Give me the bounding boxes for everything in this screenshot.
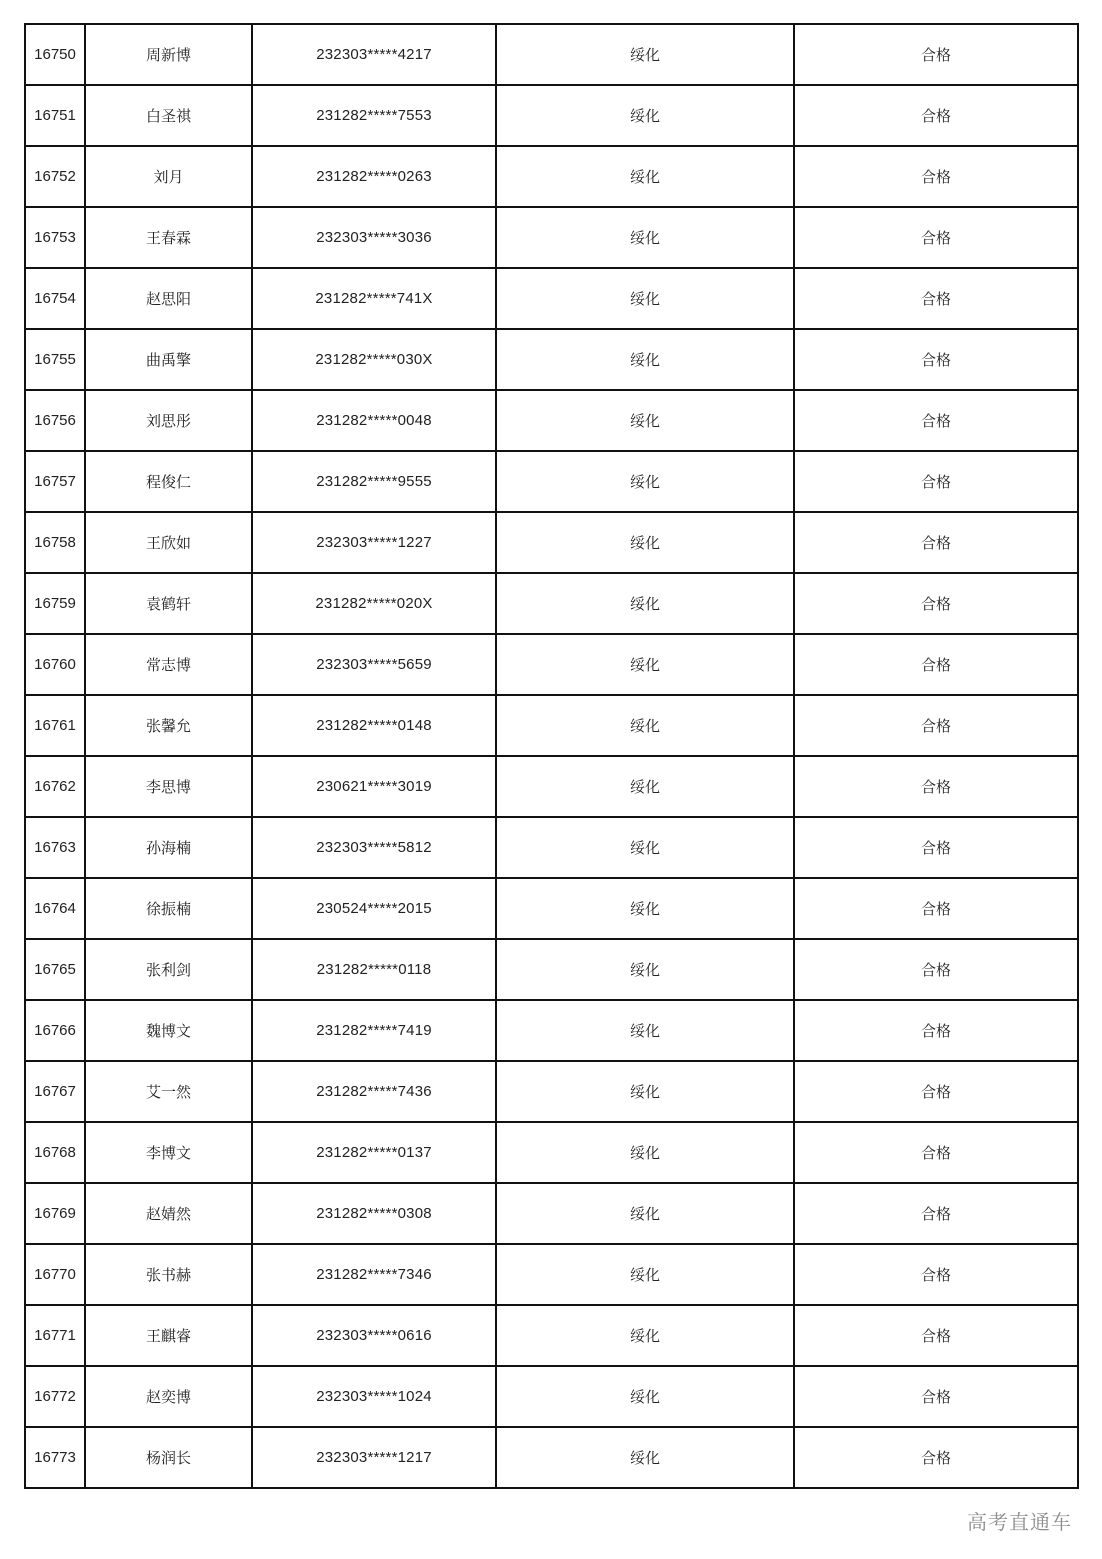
cell-serial-number: 16757	[25, 451, 85, 512]
cell-serial-number: 16770	[25, 1244, 85, 1305]
table-row	[25, 756, 1078, 817]
cell-id-number: 232303*****5812	[252, 817, 496, 878]
cell-name: 刘思彤	[85, 390, 252, 451]
cell-id-number: 231282*****9555	[252, 451, 496, 512]
cell-location: 绥化	[496, 146, 794, 207]
cell-location: 绥化	[496, 512, 794, 573]
cell-result: 合格	[794, 878, 1078, 939]
cell-serial-number: 16758	[25, 512, 85, 573]
table-row	[25, 512, 1078, 573]
cell-result: 合格	[794, 146, 1078, 207]
cell-serial-number: 16767	[25, 1061, 85, 1122]
cell-serial-number: 16761	[25, 695, 85, 756]
cell-serial-number: 16769	[25, 1183, 85, 1244]
cell-name: 杨润长	[85, 1427, 252, 1488]
cell-location: 绥化	[496, 1000, 794, 1061]
cell-name: 程俊仁	[85, 451, 252, 512]
cell-name: 魏博文	[85, 1000, 252, 1061]
cell-id-number: 231282*****7346	[252, 1244, 496, 1305]
cell-name: 艾一然	[85, 1061, 252, 1122]
cell-serial-number: 16750	[25, 24, 85, 85]
cell-location: 绥化	[496, 85, 794, 146]
cell-result: 合格	[794, 573, 1078, 634]
cell-id-number: 231282*****7419	[252, 1000, 496, 1061]
cell-result: 合格	[794, 1305, 1078, 1366]
table-row	[25, 817, 1078, 878]
cell-result: 合格	[794, 939, 1078, 1000]
cell-result: 合格	[794, 1183, 1078, 1244]
table-row	[25, 268, 1078, 329]
cell-serial-number: 16766	[25, 1000, 85, 1061]
cell-name: 曲禹擎	[85, 329, 252, 390]
cell-id-number: 232303*****0616	[252, 1305, 496, 1366]
cell-serial-number: 16752	[25, 146, 85, 207]
cell-name: 张利剑	[85, 939, 252, 1000]
cell-location: 绥化	[496, 451, 794, 512]
table-row	[25, 85, 1078, 146]
cell-name: 赵奕博	[85, 1366, 252, 1427]
cell-location: 绥化	[496, 1183, 794, 1244]
cell-id-number: 231282*****7436	[252, 1061, 496, 1122]
table-row	[25, 24, 1078, 85]
cell-serial-number: 16755	[25, 329, 85, 390]
cell-result: 合格	[794, 1061, 1078, 1122]
cell-result: 合格	[794, 329, 1078, 390]
cell-location: 绥化	[496, 756, 794, 817]
table-row	[25, 329, 1078, 390]
cell-result: 合格	[794, 85, 1078, 146]
cell-location: 绥化	[496, 390, 794, 451]
cell-serial-number: 16754	[25, 268, 85, 329]
cell-id-number: 231282*****741X	[252, 268, 496, 329]
cell-result: 合格	[794, 451, 1078, 512]
cell-id-number: 232303*****1217	[252, 1427, 496, 1488]
cell-name: 孙海楠	[85, 817, 252, 878]
cell-id-number: 231282*****0263	[252, 146, 496, 207]
cell-result: 合格	[794, 695, 1078, 756]
cell-name: 周新博	[85, 24, 252, 85]
cell-id-number: 231282*****0048	[252, 390, 496, 451]
cell-serial-number: 16751	[25, 85, 85, 146]
cell-result: 合格	[794, 512, 1078, 573]
cell-name: 刘月	[85, 146, 252, 207]
cell-id-number: 231282*****030X	[252, 329, 496, 390]
cell-name: 王春霖	[85, 207, 252, 268]
cell-serial-number: 16772	[25, 1366, 85, 1427]
cell-name: 常志博	[85, 634, 252, 695]
cell-id-number: 230524*****2015	[252, 878, 496, 939]
table-row	[25, 1122, 1078, 1183]
table-row	[25, 451, 1078, 512]
cell-result: 合格	[794, 268, 1078, 329]
table-row	[25, 695, 1078, 756]
cell-location: 绥化	[496, 268, 794, 329]
cell-name: 李博文	[85, 1122, 252, 1183]
cell-serial-number: 16756	[25, 390, 85, 451]
cell-location: 绥化	[496, 1427, 794, 1488]
cell-location: 绥化	[496, 573, 794, 634]
cell-name: 白圣祺	[85, 85, 252, 146]
cell-result: 合格	[794, 756, 1078, 817]
cell-result: 合格	[794, 634, 1078, 695]
cell-id-number: 230621*****3019	[252, 756, 496, 817]
cell-name: 袁鹤轩	[85, 573, 252, 634]
table-row	[25, 1183, 1078, 1244]
roster-table-body	[25, 24, 1078, 1488]
cell-id-number: 231282*****0148	[252, 695, 496, 756]
cell-serial-number: 16764	[25, 878, 85, 939]
cell-id-number: 231282*****0137	[252, 1122, 496, 1183]
cell-id-number: 232303*****3036	[252, 207, 496, 268]
cell-serial-number: 16771	[25, 1305, 85, 1366]
watermark-text: 高考直通车	[965, 1506, 1074, 1535]
cell-id-number: 231282*****0308	[252, 1183, 496, 1244]
cell-location: 绥化	[496, 817, 794, 878]
cell-result: 合格	[794, 1427, 1078, 1488]
table-row	[25, 1061, 1078, 1122]
cell-location: 绥化	[496, 695, 794, 756]
table-row	[25, 573, 1078, 634]
cell-serial-number: 16759	[25, 573, 85, 634]
cell-result: 合格	[794, 817, 1078, 878]
table-row	[25, 146, 1078, 207]
cell-name: 王麒睿	[85, 1305, 252, 1366]
cell-name: 徐振楠	[85, 878, 252, 939]
cell-id-number: 231282*****7553	[252, 85, 496, 146]
cell-name: 赵思阳	[85, 268, 252, 329]
cell-result: 合格	[794, 1244, 1078, 1305]
cell-name: 张馨允	[85, 695, 252, 756]
cell-location: 绥化	[496, 634, 794, 695]
cell-id-number: 232303*****1227	[252, 512, 496, 573]
cell-location: 绥化	[496, 878, 794, 939]
cell-result: 合格	[794, 24, 1078, 85]
cell-result: 合格	[794, 207, 1078, 268]
cell-serial-number: 16762	[25, 756, 85, 817]
cell-serial-number: 16765	[25, 939, 85, 1000]
table-row	[25, 1000, 1078, 1061]
cell-location: 绥化	[496, 1305, 794, 1366]
cell-location: 绥化	[496, 1366, 794, 1427]
cell-serial-number: 16760	[25, 634, 85, 695]
cell-name: 李思博	[85, 756, 252, 817]
cell-result: 合格	[794, 1000, 1078, 1061]
cell-serial-number: 16773	[25, 1427, 85, 1488]
cell-location: 绥化	[496, 207, 794, 268]
cell-location: 绥化	[496, 1061, 794, 1122]
cell-id-number: 232303*****1024	[252, 1366, 496, 1427]
cell-result: 合格	[794, 1122, 1078, 1183]
table-row	[25, 939, 1078, 1000]
cell-name: 赵婧然	[85, 1183, 252, 1244]
cell-location: 绥化	[496, 1244, 794, 1305]
table-row	[25, 1427, 1078, 1488]
cell-result: 合格	[794, 1366, 1078, 1427]
cell-location: 绥化	[496, 24, 794, 85]
table-row	[25, 1305, 1078, 1366]
table-row	[25, 207, 1078, 268]
roster-table	[24, 23, 1079, 1489]
table-row	[25, 1244, 1078, 1305]
table-row	[25, 634, 1078, 695]
cell-result: 合格	[794, 390, 1078, 451]
table-row	[25, 390, 1078, 451]
cell-name: 张书赫	[85, 1244, 252, 1305]
cell-name: 王欣如	[85, 512, 252, 573]
cell-id-number: 231282*****0118	[252, 939, 496, 1000]
cell-location: 绥化	[496, 939, 794, 1000]
cell-serial-number: 16763	[25, 817, 85, 878]
cell-location: 绥化	[496, 1122, 794, 1183]
cell-id-number: 232303*****4217	[252, 24, 496, 85]
table-row	[25, 1366, 1078, 1427]
cell-id-number: 231282*****020X	[252, 573, 496, 634]
cell-location: 绥化	[496, 329, 794, 390]
cell-id-number: 232303*****5659	[252, 634, 496, 695]
cell-serial-number: 16768	[25, 1122, 85, 1183]
cell-serial-number: 16753	[25, 207, 85, 268]
table-row	[25, 878, 1078, 939]
